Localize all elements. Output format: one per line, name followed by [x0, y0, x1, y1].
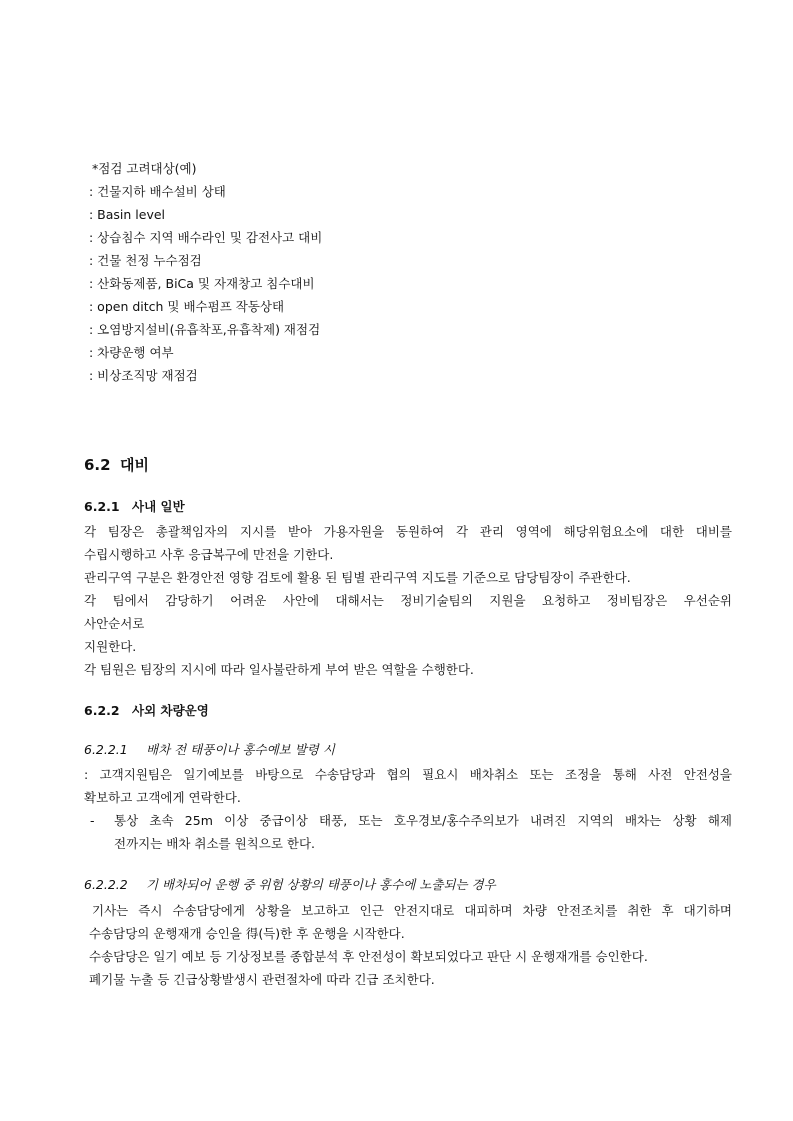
section-number: 6.2.2.2: [84, 877, 128, 892]
section-number: 6.2.2.1: [84, 742, 128, 757]
section-title: 기 배차되어 운행 중 위험 상황의 태풍이나 홍수에 노출되는 경우: [146, 877, 496, 892]
bullet-mark: -: [90, 813, 95, 828]
bullet-line: 전까지는 배차 취소를 원칙으로 한다.: [114, 836, 315, 851]
paragraph-line: 폐기물 누출 등 긴급상황발생시 관련절차에 따라 긴급 조치한다.: [89, 972, 435, 987]
checklist-heading: *점검 고려대상(예): [92, 161, 197, 176]
paragraph-line: 관리구역 구분은 환경안전 영향 검토에 활용 된 팀별 관리구역 지도를 기준으로 담당팀장이 주관한다.: [84, 570, 631, 585]
checklist-item: : 건물 천정 누수점검: [89, 253, 202, 268]
paragraph-line: : 고객지원팀은 일기예보를 바탕으로 수송담당과 협의 필요시 배차취소 또는 조정을 통해 사전 안전성을: [84, 767, 732, 782]
paragraph-line: 수송담당의 운행재개 승인을 得(득)한 후 운행을 시작한다.: [89, 926, 405, 941]
section-title: 사내 일반: [132, 499, 185, 514]
paragraph-line: 지원한다.: [84, 639, 137, 654]
section-number: 6.2: [84, 456, 111, 474]
section-heading-6-2: [84, 454, 149, 475]
checklist-item: : 산화동제품, BiCa 및 자재창고 침수대비: [89, 276, 315, 291]
section-title: 사외 차량운영: [132, 703, 209, 718]
paragraph-line: 사안순서로: [84, 616, 145, 631]
section-number: 6.2.2: [84, 703, 120, 718]
checklist-item: : 비상조직망 재점검: [89, 368, 198, 383]
section-title: 대비: [120, 456, 149, 474]
bullet-line: 통상 초속 25m 이상 중급이상 태풍, 또는 호우경보/홍수주의보가 내려진 지역의 배차는 상황 해제: [114, 813, 732, 828]
section-heading-6-2-1: [84, 497, 185, 515]
paragraph-line: 기사는 즉시 수송담당에게 상황을 보고하고 인근 안전지대로 대피하며 차량 안전조치를 취한 후 대기하며: [92, 903, 732, 918]
checklist-item: : 오염방지설비(유흡착포,유흡착제) 재점검: [89, 322, 321, 337]
paragraph-line: 각 팀장은 총괄책임자의 지시를 받아 가용자원을 동원하여 각 관리 영역에 해당위험요소에 대한 대비를: [84, 524, 732, 539]
section-number: 6.2.1: [84, 499, 120, 514]
checklist-item: : open ditch 및 배수펌프 작동상태: [89, 299, 285, 314]
paragraph-line: 각 팀원은 팀장의 지시에 따라 일사불란하게 부여 받은 역할을 수행한다.: [84, 662, 474, 677]
checklist-item: : 건물지하 배수설비 상태: [89, 184, 226, 199]
paragraph-line: 수송담당은 일기 예보 등 기상정보를 종합분석 후 안전성이 확보되었다고 판단 시 운행재개를 승인한다.: [89, 949, 648, 964]
checklist-item: : Basin level: [89, 207, 166, 222]
section-heading-6-2-2-2: [84, 875, 496, 893]
paragraph-line: 확보하고 고객에게 연락한다.: [84, 790, 241, 805]
section-heading-6-2-2-1: [84, 740, 335, 758]
checklist-item: : 상습침수 지역 배수라인 및 감전사고 대비: [89, 230, 323, 245]
section-heading-6-2-2: [84, 701, 209, 719]
paragraph-line: 수립시행하고 사후 응급복구에 만전을 기한다.: [84, 547, 334, 562]
section-title: 배차 전 태풍이나 홍수예보 발령 시: [146, 742, 335, 757]
checklist-item: : 차량운행 여부: [89, 345, 174, 360]
paragraph-line: 각 팀에서 감당하기 어려운 사안에 대해서는 정비기술팀의 지원을 요청하고 정비팀장은 우선순위: [84, 593, 732, 608]
